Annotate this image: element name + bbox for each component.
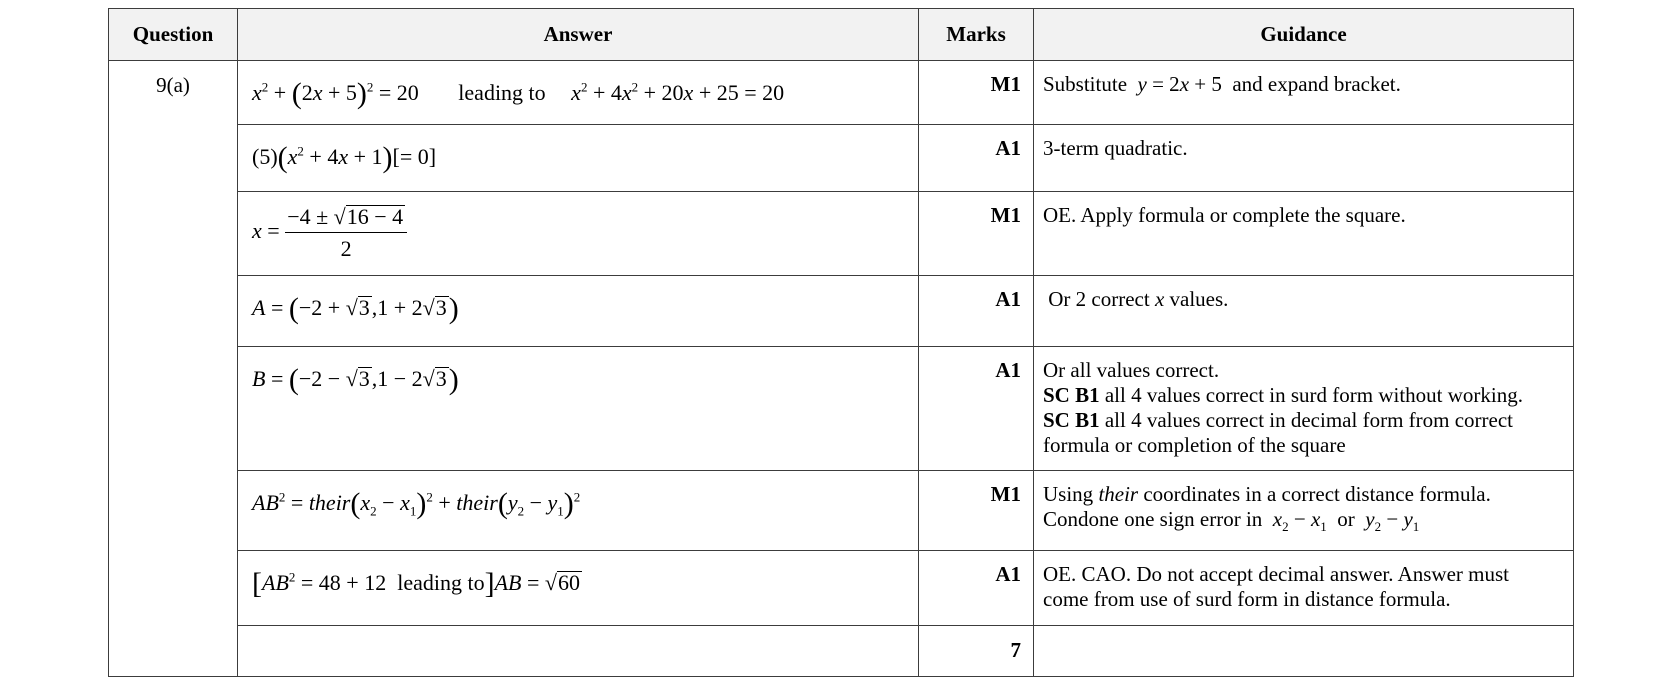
guidance-cell: Substitute y = 2x + 5 and expand bracket. bbox=[1034, 61, 1574, 125]
answer-cell: [$AB^2 = 48 + 12$ leading to]AB = √60 bbox=[238, 551, 919, 626]
answer-cell-empty bbox=[238, 625, 919, 676]
mark-cell: A1 bbox=[919, 346, 1034, 471]
guidance-text: OE. CAO. Do not accept decimal answer. Answer must bbox=[1043, 562, 1509, 587]
header-answer: Answer bbox=[238, 9, 919, 61]
guidance-text: or bbox=[1337, 507, 1355, 532]
special-case-label: SC B1 bbox=[1043, 382, 1100, 407]
header-marks: Marks bbox=[919, 9, 1034, 61]
guidance-their: their bbox=[1098, 482, 1139, 507]
table-row bbox=[109, 61, 1574, 125]
guidance-text: Or all values correct. bbox=[1043, 357, 1220, 382]
guidance-cell bbox=[1034, 551, 1574, 626]
mark-cell: A1 bbox=[919, 276, 1034, 346]
guidance-cell-empty bbox=[1034, 625, 1574, 676]
guidance-text: Substitute bbox=[1043, 72, 1128, 97]
guidance-text: all 4 values correct in surd form without working. bbox=[1104, 382, 1524, 407]
table-row bbox=[109, 551, 1574, 626]
mark-scheme-table bbox=[108, 8, 1574, 677]
guidance-text: all 4 values correct in decimal form from correct bbox=[1104, 407, 1514, 432]
guidance-text: Using bbox=[1043, 482, 1094, 507]
mark-cell: M1 bbox=[919, 61, 1034, 125]
table-row bbox=[109, 471, 1574, 551]
total-mark: 7 bbox=[919, 625, 1034, 676]
total-row bbox=[109, 625, 1574, 676]
leading-to-text: leading to bbox=[458, 80, 546, 106]
special-case-label: SC B1 bbox=[1043, 407, 1100, 432]
mark-cell: M1 bbox=[919, 192, 1034, 276]
guidance-text: and expand bracket. bbox=[1232, 72, 1401, 97]
guidance-cell: Using their coordinates in a correct distance formula. Condone one sign error in $x_2 - x_1$ or $y_2 - y_1$ bbox=[1034, 471, 1574, 551]
guidance-text: values. bbox=[1169, 287, 1229, 312]
leading-to-text: leading to bbox=[397, 570, 485, 596]
guidance-var: x bbox=[1154, 287, 1165, 312]
guidance-cell: OE. Apply formula or complete the square. bbox=[1034, 192, 1574, 276]
answer-cell: B = (−2 − √3,1 − 2√3) bbox=[238, 346, 919, 471]
answer-cell: A = (−2 + √3,1 + 2√3) bbox=[238, 276, 919, 346]
question-number: 9(a) bbox=[109, 61, 238, 677]
answer-cell: $x^2 + (2x + 5)^2 = 20$ leading to $x^2 + 4x^2 + 20x + 25 = 20$ bbox=[238, 61, 919, 125]
guidance-text: come from use of surd form in distance formula. bbox=[1043, 587, 1451, 612]
table-row bbox=[109, 192, 1574, 276]
mark-cell: M1 bbox=[919, 471, 1034, 551]
answer-cell: x = $\frac{-4 \pm √16 - 4}{2}$ bbox=[238, 192, 919, 276]
mark-cell: A1 bbox=[919, 125, 1034, 192]
guidance-text: Or 2 correct bbox=[1048, 287, 1150, 312]
table-row bbox=[109, 125, 1574, 192]
header-guidance: Guidance bbox=[1034, 9, 1574, 61]
table-row bbox=[109, 276, 1574, 346]
guidance-cell bbox=[1034, 276, 1574, 346]
guidance-text: formula or completion of the square bbox=[1043, 432, 1346, 457]
table-row bbox=[109, 346, 1574, 471]
guidance-text: coordinates in a correct distance formula. bbox=[1143, 482, 1491, 507]
mark-cell: A1 bbox=[919, 551, 1034, 626]
answer-cell: $(5)(x^2 + 4x + 1)[= 0]$ bbox=[238, 125, 919, 192]
header-row bbox=[109, 9, 1574, 61]
guidance-cell bbox=[1034, 346, 1574, 471]
header-question: Question bbox=[109, 9, 238, 61]
guidance-cell: 3-term quadratic. bbox=[1034, 125, 1574, 192]
their-word: their bbox=[308, 490, 351, 516]
guidance-text: Condone one sign error in bbox=[1043, 507, 1263, 532]
answer-cell: $AB^2$ = $their(x_2 - x_1)^2$ + $their(y_2 - y_1)^2$ bbox=[238, 471, 919, 551]
